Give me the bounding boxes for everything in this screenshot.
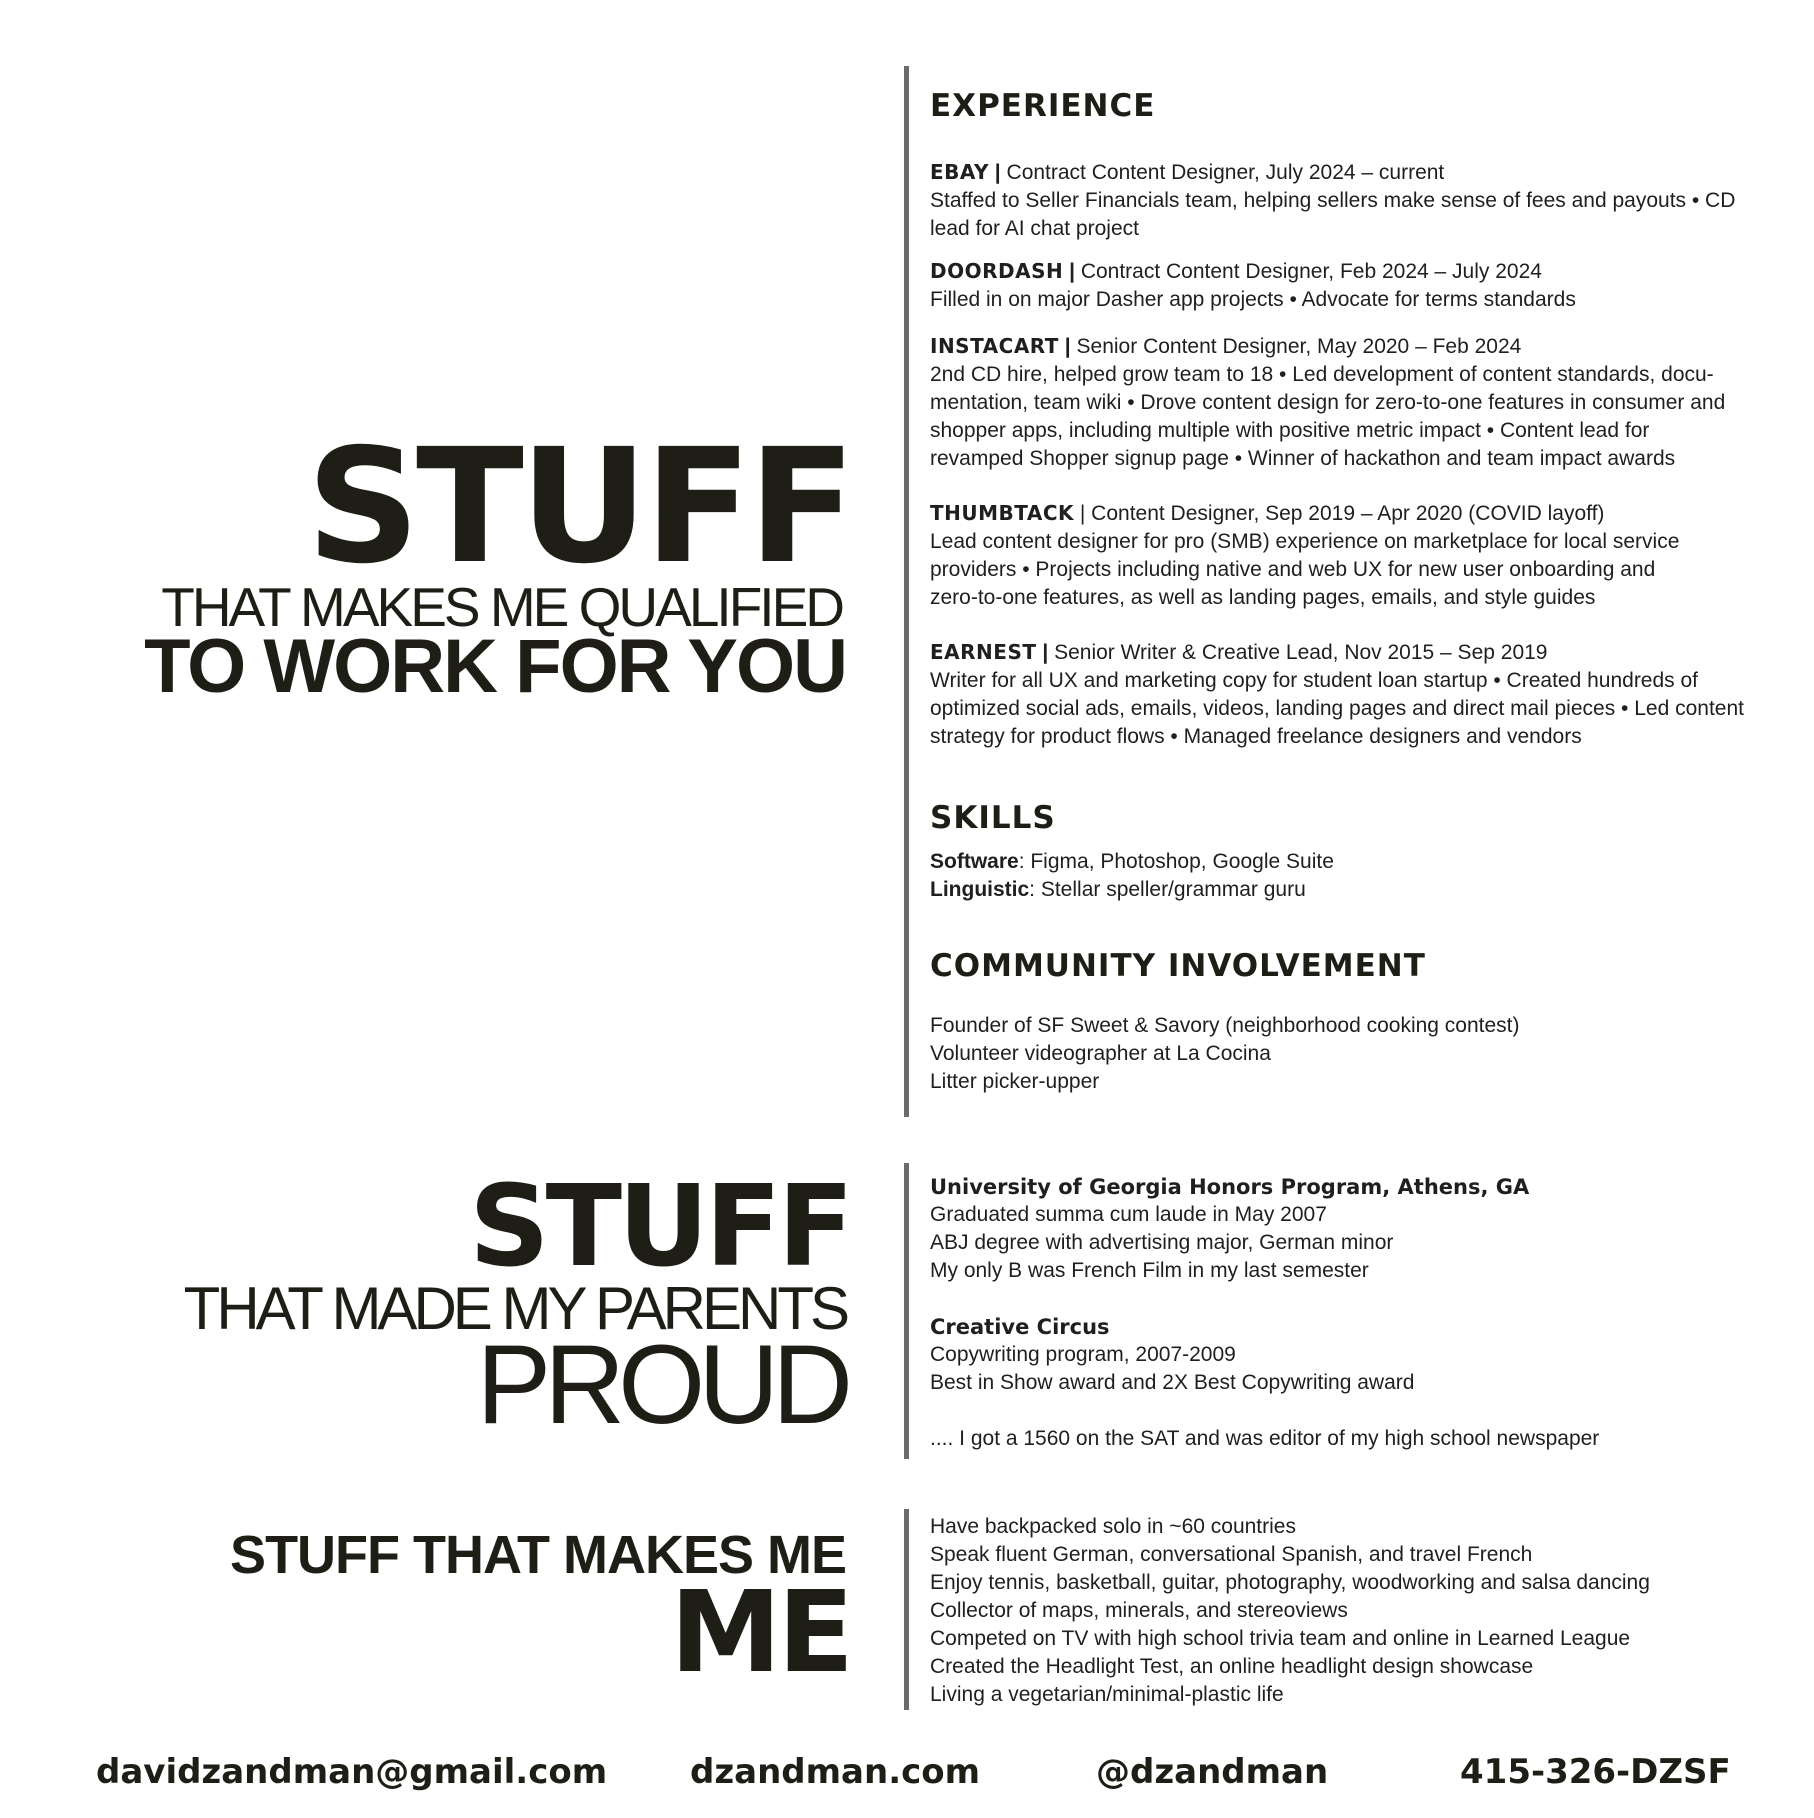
job-line: strategy for product flows • Managed freelance designers and vendors xyxy=(930,725,1582,748)
proud-heading xyxy=(183,1162,850,1448)
qualified-heading-big: STUFF xyxy=(306,415,852,599)
job-earnest xyxy=(930,638,1760,751)
job-line: revamped Shopper signup page • Winner of hackathon and team impact awards xyxy=(930,447,1676,470)
job-role: Contract Content Designer, Feb 2024 – July 2024 xyxy=(1080,260,1542,283)
skill-value: : Figma, Photoshop, Google Suite xyxy=(1018,850,1334,873)
job-company: THUMBTACK xyxy=(930,501,1075,525)
job-separator: | xyxy=(994,161,1001,184)
education-section xyxy=(930,1173,1760,1453)
community-section xyxy=(930,948,1760,1096)
school-line: My only B was French Film in my last semester xyxy=(930,1259,1369,1282)
proud-heading-line2: THAT MADE MY PARENTS xyxy=(183,1275,846,1343)
personal-section xyxy=(930,1513,1760,1709)
job-line: mentation, team wiki • Drove content design for zero-to-one features in consumer and xyxy=(930,391,1726,414)
proud-heading-big: STUFF xyxy=(468,1162,850,1292)
job-company: INSTACART xyxy=(930,334,1059,358)
skill-item xyxy=(930,848,1760,876)
job-line: zero-to-one features, as well as landing pages, emails, and style guides xyxy=(930,586,1596,609)
me-heading-line1: STUFF THAT MAKES ME xyxy=(230,1525,846,1585)
divider-personal xyxy=(904,1509,909,1710)
job-role: Senior Content Designer, May 2020 – Feb 2024 xyxy=(1076,335,1522,358)
divider-experience xyxy=(904,66,909,1117)
skill-item xyxy=(930,876,1760,904)
job-line: Writer for all UX and marketing copy for student loan startup • Created hundreds of xyxy=(930,669,1699,692)
qualified-heading xyxy=(144,415,852,710)
job-separator: | xyxy=(1069,260,1075,283)
job-ebay xyxy=(930,158,1760,243)
job-line: providers • Projects including native and web UX for new user onboarding and xyxy=(930,558,1656,581)
skills-section xyxy=(930,800,1760,904)
school-line: Best in Show award and 2X Best Copywriting award xyxy=(930,1371,1415,1394)
personal-item: Enjoy tennis, basketball, guitar, photography, woodworking and salsa dancing xyxy=(930,1571,1650,1594)
job-line: Lead content designer for pro (SMB) experience on marketplace for local service xyxy=(930,530,1680,553)
school-line: Copywriting program, 2007-2009 xyxy=(930,1343,1236,1366)
personal-item: Collector of maps, minerals, and stereoviews xyxy=(930,1599,1348,1622)
school-line: ABJ degree with advertising major, German minor xyxy=(930,1231,1394,1254)
job-line: optimized social ads, emails, videos, landing pages and direct mail pieces • Led content xyxy=(930,697,1744,720)
community-item: Volunteer videographer at La Cocina xyxy=(930,1042,1271,1065)
skill-value: : Stellar speller/grammar guru xyxy=(1029,878,1306,901)
community-item: Litter picker-upper xyxy=(930,1070,1100,1093)
experience-section xyxy=(930,88,1760,765)
job-role: Senior Writer & Creative Lead, Nov 2015 – Sep 2019 xyxy=(1054,641,1548,664)
contact-handle[interactable]: @dzandman xyxy=(1096,1752,1329,1792)
job-role: Contract Content Designer, July 2024 – current xyxy=(1006,161,1445,184)
job-line: Staffed to Seller Financials team, helping sellers make sense of fees and payouts • CD xyxy=(930,189,1736,212)
job-doordash xyxy=(930,257,1760,314)
education-note: .... I got a 1560 on the SAT and was editor of my high school newspaper xyxy=(930,1427,1600,1450)
school-name: University of Georgia Honors Program, Athens, GA xyxy=(930,1175,1530,1199)
personal-item: Competed on TV with high school trivia team and online in Learned League xyxy=(930,1627,1631,1650)
qualified-heading-line2: THAT MAKES ME QUALIFIED xyxy=(161,576,842,639)
me-heading-big: ME xyxy=(670,1568,850,1698)
proud-heading-line3: PROUD xyxy=(476,1322,846,1448)
job-separator: | xyxy=(1042,641,1049,664)
skills-title: SKILLS xyxy=(930,800,1056,836)
school-line: Graduated summa cum laude in May 2007 xyxy=(930,1203,1327,1226)
experience-title: EXPERIENCE xyxy=(930,88,1156,124)
job-line: lead for AI chat project xyxy=(930,217,1139,240)
personal-item: Created the Headlight Test, an online headlight design showcase xyxy=(930,1655,1534,1678)
contact-email[interactable]: davidzandman@gmail.com xyxy=(96,1752,608,1792)
personal-item: Living a vegetarian/minimal-plastic life xyxy=(930,1683,1284,1706)
job-thumbtack xyxy=(930,499,1760,612)
job-instacart xyxy=(930,332,1760,473)
job-company: DOORDASH xyxy=(930,259,1064,283)
job-role: Content Designer, Sep 2019 – Apr 2020 (COVID layoff) xyxy=(1091,502,1605,525)
job-company: EBAY xyxy=(930,160,989,184)
community-title: COMMUNITY INVOLVEMENT xyxy=(930,948,1426,984)
me-heading xyxy=(230,1525,850,1698)
school-name: Creative Circus xyxy=(930,1315,1110,1339)
community-item: Founder of SF Sweet & Savory (neighborhood cooking contest) xyxy=(930,1014,1520,1037)
personal-item: Speak fluent German, conversational Spanish, and travel French xyxy=(930,1543,1533,1566)
personal-item: Have backpacked solo in ~60 countries xyxy=(930,1515,1296,1538)
contact-website[interactable]: dzandman.com xyxy=(690,1752,981,1792)
job-line: Filled in on major Dasher app projects • Advocate for terms standards xyxy=(930,288,1576,311)
job-separator: | xyxy=(1064,335,1071,358)
contact-phone[interactable]: 415-326-DZSF xyxy=(1460,1752,1731,1792)
job-line: shopper apps, including multiple with positive metric impact • Content lead for xyxy=(930,419,1650,442)
qualified-heading-line3: TO WORK FOR YOU xyxy=(144,624,846,710)
contact-footer xyxy=(0,1752,1814,1802)
skill-label: Software xyxy=(930,850,1019,873)
job-separator: | xyxy=(1079,502,1086,525)
job-company: EARNEST xyxy=(930,640,1037,664)
job-line: 2nd CD hire, helped grow team to 18 • Led development of content standards, docu- xyxy=(930,363,1714,386)
skill-label: Linguistic xyxy=(930,878,1030,901)
divider-education xyxy=(904,1163,909,1459)
